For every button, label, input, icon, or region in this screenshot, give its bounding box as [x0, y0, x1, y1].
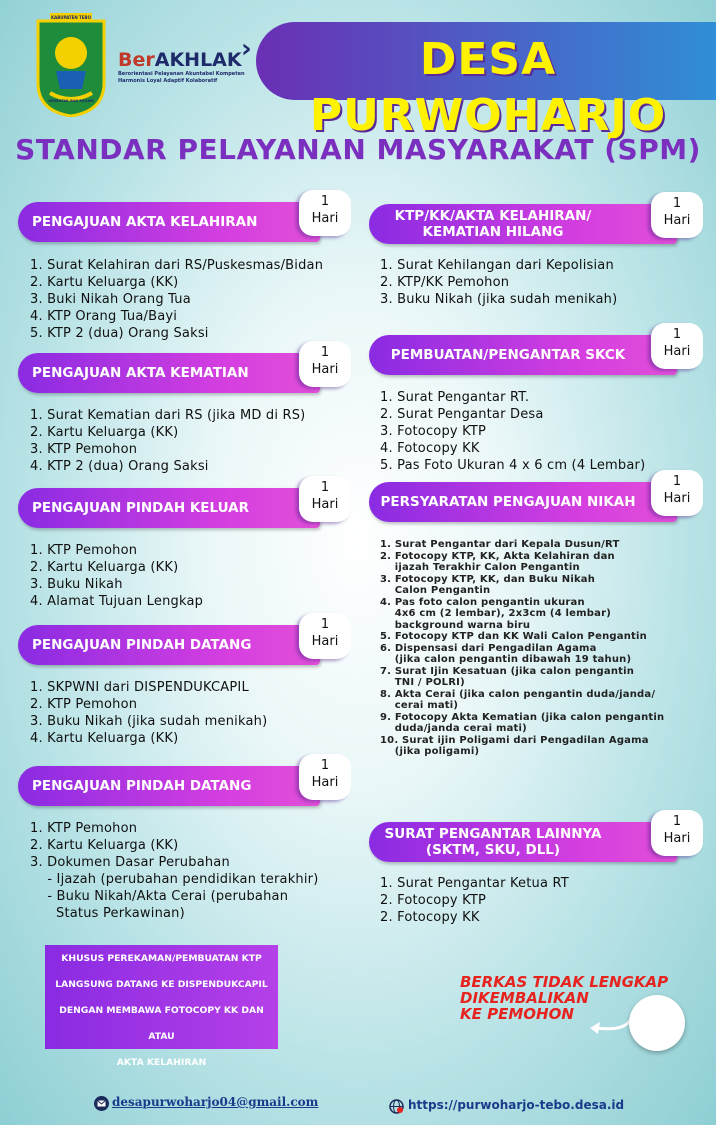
- berakhlak-logo: [118, 50, 258, 84]
- list-item: 5. Pas Foto Ukuran 4 x 6 cm (4 Lembar): [380, 458, 646, 473]
- list-item: 4x6 cm (2 lembar), 2x3cm (4 lembar): [380, 608, 611, 619]
- note-line: KHUSUS PEREKAMAN/PEMBUATAN KTP: [61, 953, 262, 964]
- list-item: (jika poligami): [380, 746, 480, 757]
- list-item: 4. KTP Orang Tua/Bayi: [30, 309, 178, 324]
- list-akta-kelahiran: [30, 257, 323, 342]
- list-item: cerai mati): [380, 700, 459, 711]
- incomplete-warning: BERKAS TIDAK LENGKAP DIKEMBALIKAN KE PEMOHON: [460, 973, 669, 1023]
- list-item: 4. Kartu Keluarga (KK): [30, 731, 179, 746]
- mail-icon: [94, 1096, 109, 1115]
- note-line: LANGSUNG DATANG KE DISPENDUKCAPIL: [55, 979, 268, 990]
- list-item: 1. Surat Pengantar dari Kepala Dusun/RT: [380, 539, 620, 550]
- list-item: 1. SKPWNI dari DISPENDUKCAPIL: [30, 680, 249, 695]
- duration-badge: 1 Hari: [299, 754, 351, 800]
- list-item: 3. Buku Nikah: [30, 577, 123, 592]
- list-dokumen-hilang: [380, 257, 617, 308]
- note-line: AKTA KELAHIRAN: [116, 1057, 207, 1068]
- list-item: ijazah Terakhir Calon Pengantin: [380, 562, 580, 573]
- list-item: 2. Fotocopy KTP: [380, 893, 487, 908]
- list-item: 1. Surat Kematian dari RS (jika MD di RS): [30, 408, 306, 423]
- list-item: 4. Fotocopy KK: [380, 441, 480, 456]
- berakhlak-line1: Berorientasi Pelayanan Akuntabel Kompeten: [118, 71, 245, 77]
- list-item: 2. Kartu Keluarga (KK): [30, 838, 179, 853]
- list-item: 1. Surat Kehilangan dari Kepolisian: [380, 258, 614, 273]
- list-item: 3. Fotocopy KTP: [380, 424, 487, 439]
- footer-email-link[interactable]: desapurwoharjo04@gmail.com: [112, 1095, 319, 1109]
- page-subtitle: STANDAR PELAYANAN MASYARAKAT (SPM): [15, 133, 701, 166]
- list-item: 3. Fotocopy KTP, KK, dan Buku Nikah: [380, 573, 596, 585]
- list-item: 5. KTP 2 (dua) Orang Saksi: [30, 326, 209, 341]
- section-dokumen-hilang: KTP/KK/AKTA KELAHIRAN/ KEMATIAN HILANG: [369, 204, 677, 244]
- duration-badge: 1 Hari: [299, 341, 351, 387]
- section-pengantar-lainnya: SURAT PENGANTAR LAINNYA (SKTM, SKU, DLL): [369, 822, 677, 862]
- list-item: (jika calon pengantin dibawah 19 tahun): [380, 654, 632, 665]
- list-akta-kematian: [30, 407, 305, 475]
- list-item: 2. Kartu Keluarga (KK): [30, 425, 179, 440]
- section-nikah: PERSYARATAN PENGAJUAN NIKAH: [369, 482, 677, 522]
- list-pindah-datang-2: [30, 820, 318, 922]
- duration-badge: 1 Hari: [651, 323, 703, 369]
- globe-icon: [389, 1099, 404, 1118]
- list-item: 3. Buki Nikah Orang Tua: [30, 292, 191, 307]
- list-item: 1. Surat Kelahiran dari RS/Puskesmas/Bidan: [30, 258, 324, 273]
- chevron-right-icon: ›: [241, 34, 252, 64]
- list-item: 2. Fotocopy KK: [380, 910, 480, 925]
- list-item: Calon Pengantin: [380, 585, 491, 596]
- list-item: 3. Buku Nikah (jika sudah menikah): [30, 714, 268, 729]
- logo-motto: SERENTAK BAK REGAM: [48, 99, 94, 103]
- section-pindah-datang-1: PENGAJUAN PINDAH DATANG: [18, 625, 320, 665]
- list-item: 4. Pas foto calon pengantin ukuran: [380, 596, 585, 608]
- ktp-note-box: [45, 945, 278, 1068]
- list-item: 2. Surat Pengantar Desa: [380, 407, 544, 422]
- regency-logo: [36, 13, 106, 117]
- list-item: 2. Fotocopy KTP, KK, Akta Kelahiran dan: [380, 550, 615, 562]
- duration-badge: 1 Hari: [299, 613, 351, 659]
- section-skck: PEMBUATAN/PENGANTAR SKCK: [369, 335, 677, 375]
- list-item: Status Perkawinan): [30, 906, 185, 921]
- list-item: 3. Buku Nikah (jika sudah menikah): [380, 292, 618, 307]
- list-pindah-datang-1: [30, 679, 267, 747]
- duration-badge: 1 Hari: [299, 476, 351, 522]
- duration-badge: 1 Hari: [299, 190, 351, 236]
- list-item: 3. Dokumen Dasar Perubahan: [30, 855, 230, 870]
- duration-badge: 1 Hari: [651, 470, 703, 516]
- list-pindah-keluar: [30, 542, 203, 610]
- duration-badge: 1 Hari: [651, 810, 703, 856]
- section-akta-kematian: PENGAJUAN AKTA KEMATIAN: [18, 353, 320, 393]
- list-item: 4. KTP 2 (dua) Orang Saksi: [30, 459, 209, 474]
- list-item: 1. Surat Pengantar Ketua RT: [380, 876, 569, 891]
- list-item: 4. Alamat Tujuan Lengkap: [30, 594, 204, 609]
- list-item: - Buku Nikah/Akta Cerai (perubahan: [30, 889, 289, 904]
- list-item: 1. KTP Pemohon: [30, 821, 138, 836]
- footer-website-link[interactable]: https://purwoharjo-tebo.desa.id: [408, 1098, 625, 1112]
- list-item: 2. KTP Pemohon: [30, 697, 138, 712]
- list-item: 2. Kartu Keluarga (KK): [30, 275, 179, 290]
- list-item: 1. Surat Pengantar RT.: [380, 390, 530, 405]
- list-item: 8. Akta Cerai (jika calon pengantin duda/janda/: [380, 688, 656, 700]
- list-item: 2. Kartu Keluarga (KK): [30, 560, 179, 575]
- berakhlak-line2: Harmonis Loyal Adaptif Kolaboratif: [118, 78, 218, 84]
- list-item: 5. Fotocopy KTP dan KK Wali Calon Pengantin: [380, 631, 647, 642]
- list-item: duda/janda cerai mati): [380, 723, 527, 734]
- section-pindah-datang-2: PENGAJUAN PINDAH DATANG: [18, 766, 320, 806]
- logo-label: KABUPATEN TEBO: [51, 15, 91, 20]
- list-pengantar-lainnya: [380, 875, 569, 926]
- list-item: 6. Dispensasi dari Pengadilan Agama: [380, 642, 597, 654]
- berakhlak-brand: BerAKHLAK: [118, 49, 242, 71]
- list-item: 7. Surat Ijin Kesatuan (jika calon pengantin: [380, 665, 635, 677]
- list-item: background warna biru: [380, 619, 531, 631]
- note-line: DENGAN MEMBAWA FOTOCOPY KK DAN ATAU: [59, 1005, 264, 1042]
- list-item: TNI / POLRI): [380, 677, 465, 688]
- decorative-circle: [629, 995, 685, 1051]
- list-item: 3. KTP Pemohon: [30, 442, 138, 457]
- section-akta-kelahiran: PENGAJUAN AKTA KELAHIRAN: [18, 202, 320, 242]
- list-item: 1. KTP Pemohon: [30, 543, 138, 558]
- list-item: 2. KTP/KK Pemohon: [380, 275, 510, 290]
- list-item: 10. Surat ijin Poligami dari Pengadilan Agama: [380, 734, 649, 746]
- page-title: DESA PURWOHARJO: [309, 34, 667, 141]
- list-skck: [380, 389, 645, 474]
- list-item: 9. Fotocopy Akta Kematian (jika calon pengantin: [380, 711, 665, 723]
- section-pindah-keluar: PENGAJUAN PINDAH KELUAR: [18, 488, 320, 528]
- duration-badge: 1 Hari: [651, 192, 703, 238]
- list-item: - Ijazah (perubahan pendidikan terakhir): [30, 872, 319, 887]
- list-nikah: [380, 539, 664, 758]
